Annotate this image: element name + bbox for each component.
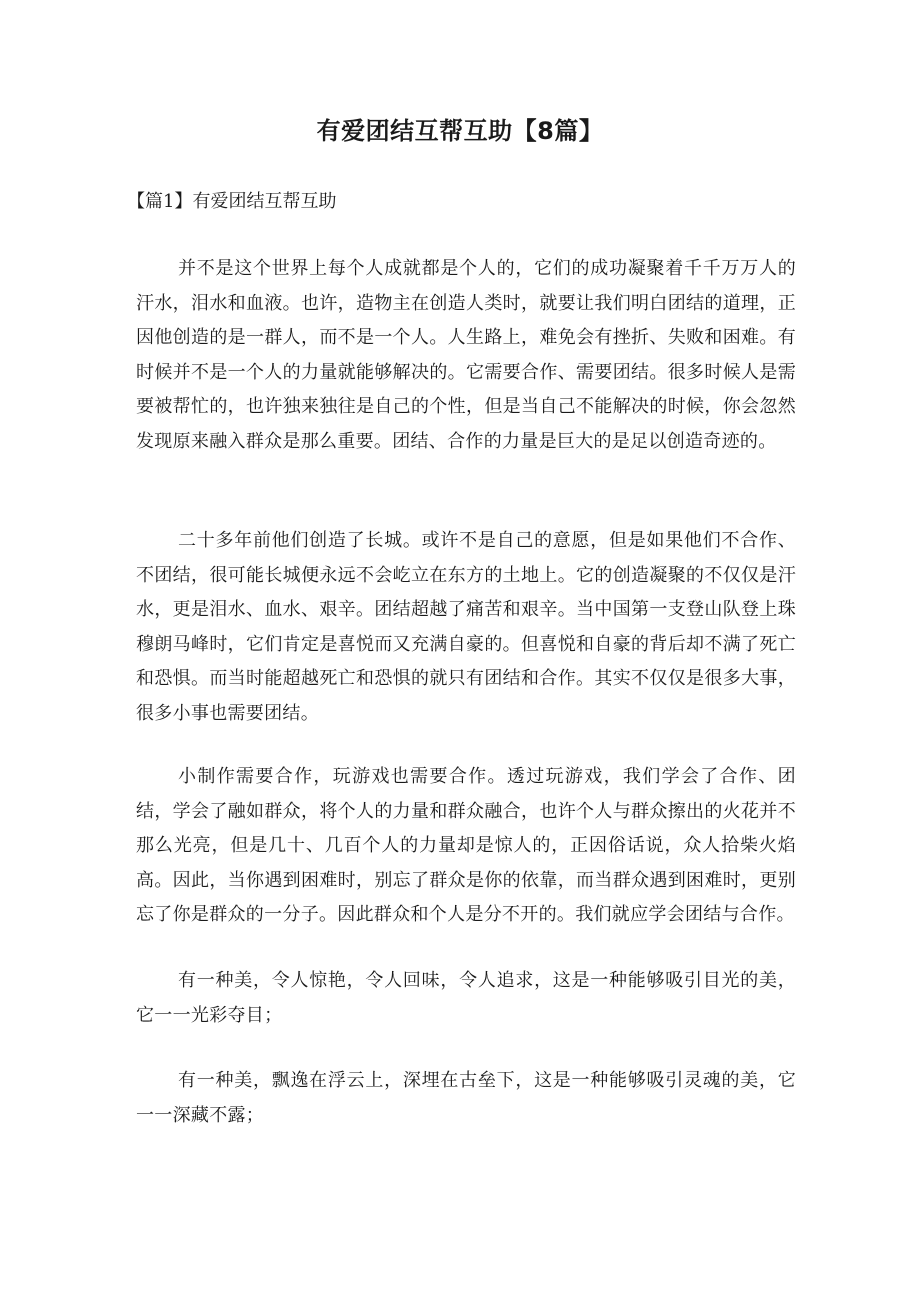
paragraph: 有一种美，飘逸在浮云上，深埋在古垒下，这是一种能够吸引灵魂的美，它一一深藏不露； — [136, 1070, 796, 1126]
paragraph: 小制作需要合作，玩游戏也需要合作。透过玩游戏，我们学会了合作、团结，学会了融如群众，将个人的力量和群众融合，也许个人与群众擦出的火花并不那么光亮，但是几十、几百个人的力量却是惊人的，正因俗话说，众人拾柴火焰高。因此，当你遇到困难时，别忘了群众是你的依靠，而当群众遇到困难时，更别忘了你是群众的一分子。因此群众和个人是分不开的。我们就应学会团结与合作。 — [136, 766, 796, 925]
paragraph: 并不是这个世界上每个人成就都是个人的，它们的成功凝聚着千千万万人的汗水，泪水和血液。也许，造物主在创造人类时，就要让我们明白团结的道理，正因他创造的是一群人，而不是一个人。人生路上，难免会有挫折、失败和困难。有时候并不是一个人的力量就能够解决的。它需要合作、需要团结。很多时候人是需要被帮忙的，也许独来独往是自己的个性，但是当自己不能解决的时候，你会忽然发现原来融入群众是那么重要。团结、合作的力量是巨大的是足以创造奇迹的。 — [136, 258, 796, 452]
section-heading: 【篇1】有爱团结互帮互助 — [127, 191, 337, 212]
document-title: 有爱团结互帮互助【8篇】 — [316, 117, 604, 145]
paragraph: 二十多年前他们创造了长城。或许不是自己的意愿，但是如果他们不合作、不团结，很可能长城便永远不会屹立在东方的土地上。它的创造凝聚的不仅仅是汗水，更是泪水、血水、艰辛。团结超越了痛苦和艰辛。当中国第一支登山队登上珠穆朗马峰时，它们肯定是喜悦而又充满自豪的。但喜悦和自豪的背后却不满了死亡和恐惧。而当时能超越死亡和恐惧的就只有团结和合作。其实不仅仅是很多大事，很多小事也需要团结。 — [136, 530, 796, 724]
paragraph: 有一种美，令人惊艳，令人回味，令人追求，这是一种能够吸引目光的美，它一一光彩夺目； — [136, 970, 796, 1026]
